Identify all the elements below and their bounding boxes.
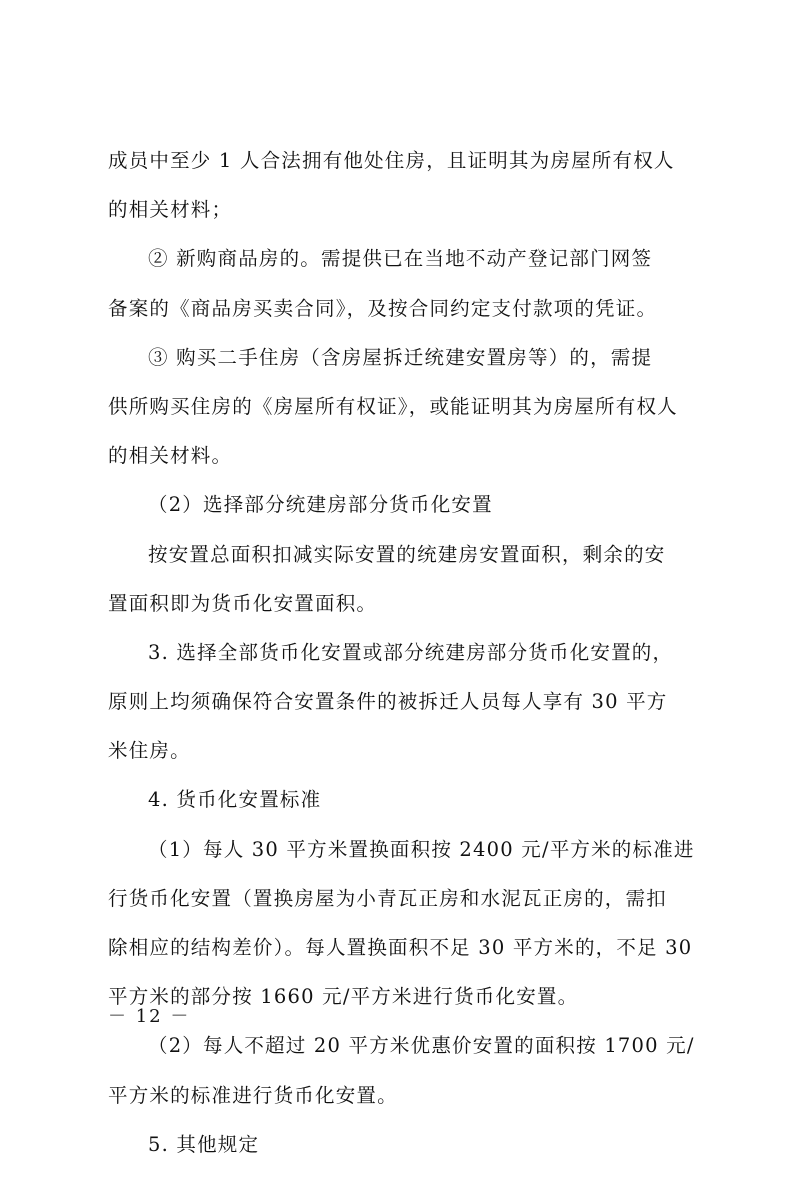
text-line: 按安置总面积扣减实际安置的统建房安置面积，剩余的安 [148,542,666,566]
section-heading: （2）选择部分统建房部分货币化安置 [148,493,493,517]
text-line: 行货币化安置（置换房屋为小青瓦正房和水泥瓦正房的，需扣 [108,886,667,910]
text-line: 置面积即为货币化安置面积。 [108,591,378,615]
text-line: 平方米的部分按 1660 元/平方米进行货币化安置。 [108,985,579,1009]
page-number: － 12 － [108,1006,191,1027]
text-line: 原则上均须确保符合安置条件的被拆迁人员每人享有 30 平方 [108,690,668,714]
text-line: ③ 购买二手住房（含房屋拆迁统建安置房等）的，需提 [148,345,653,369]
text-line: 的相关材料； [108,198,233,222]
section-heading: 4. 货币化安置标准 [148,788,322,812]
text-line: 的相关材料。 [108,444,233,468]
text-line: （1）每人 30 平方米置换面积按 2400 元/平方米的标准进 [148,837,695,861]
text-line: 除相应的结构差价）。每人置换面积不足 30 平方米的，不足 30 [108,936,693,959]
text-line: 成员中至少 1 人合法拥有他处住房，且证明其为房屋所有权人 [108,149,675,172]
document-body [108,145,693,1178]
section-heading: 5. 其他规定 [148,1132,260,1156]
text-line: 供所购买住房的《房屋所有权证》，或能证明其为房屋所有权人 [108,394,678,418]
text-line: 平方米的标准进行货币化安置。 [108,1083,398,1107]
text-line: （2）每人不超过 20 平方米优惠价安置的面积按 1700 元/ [148,1034,695,1058]
text-line: 备案的《商品房买卖合同》，及按合同约定支付款项的凭证。 [108,296,658,320]
text-line: 3. 选择全部货币化安置或部分统建房部分货币化安置的， [148,640,674,664]
text-line: 米住房。 [108,739,191,763]
text-line: ② 新购商品房的。需提供已在当地不动产登记部门网签 [148,247,653,271]
